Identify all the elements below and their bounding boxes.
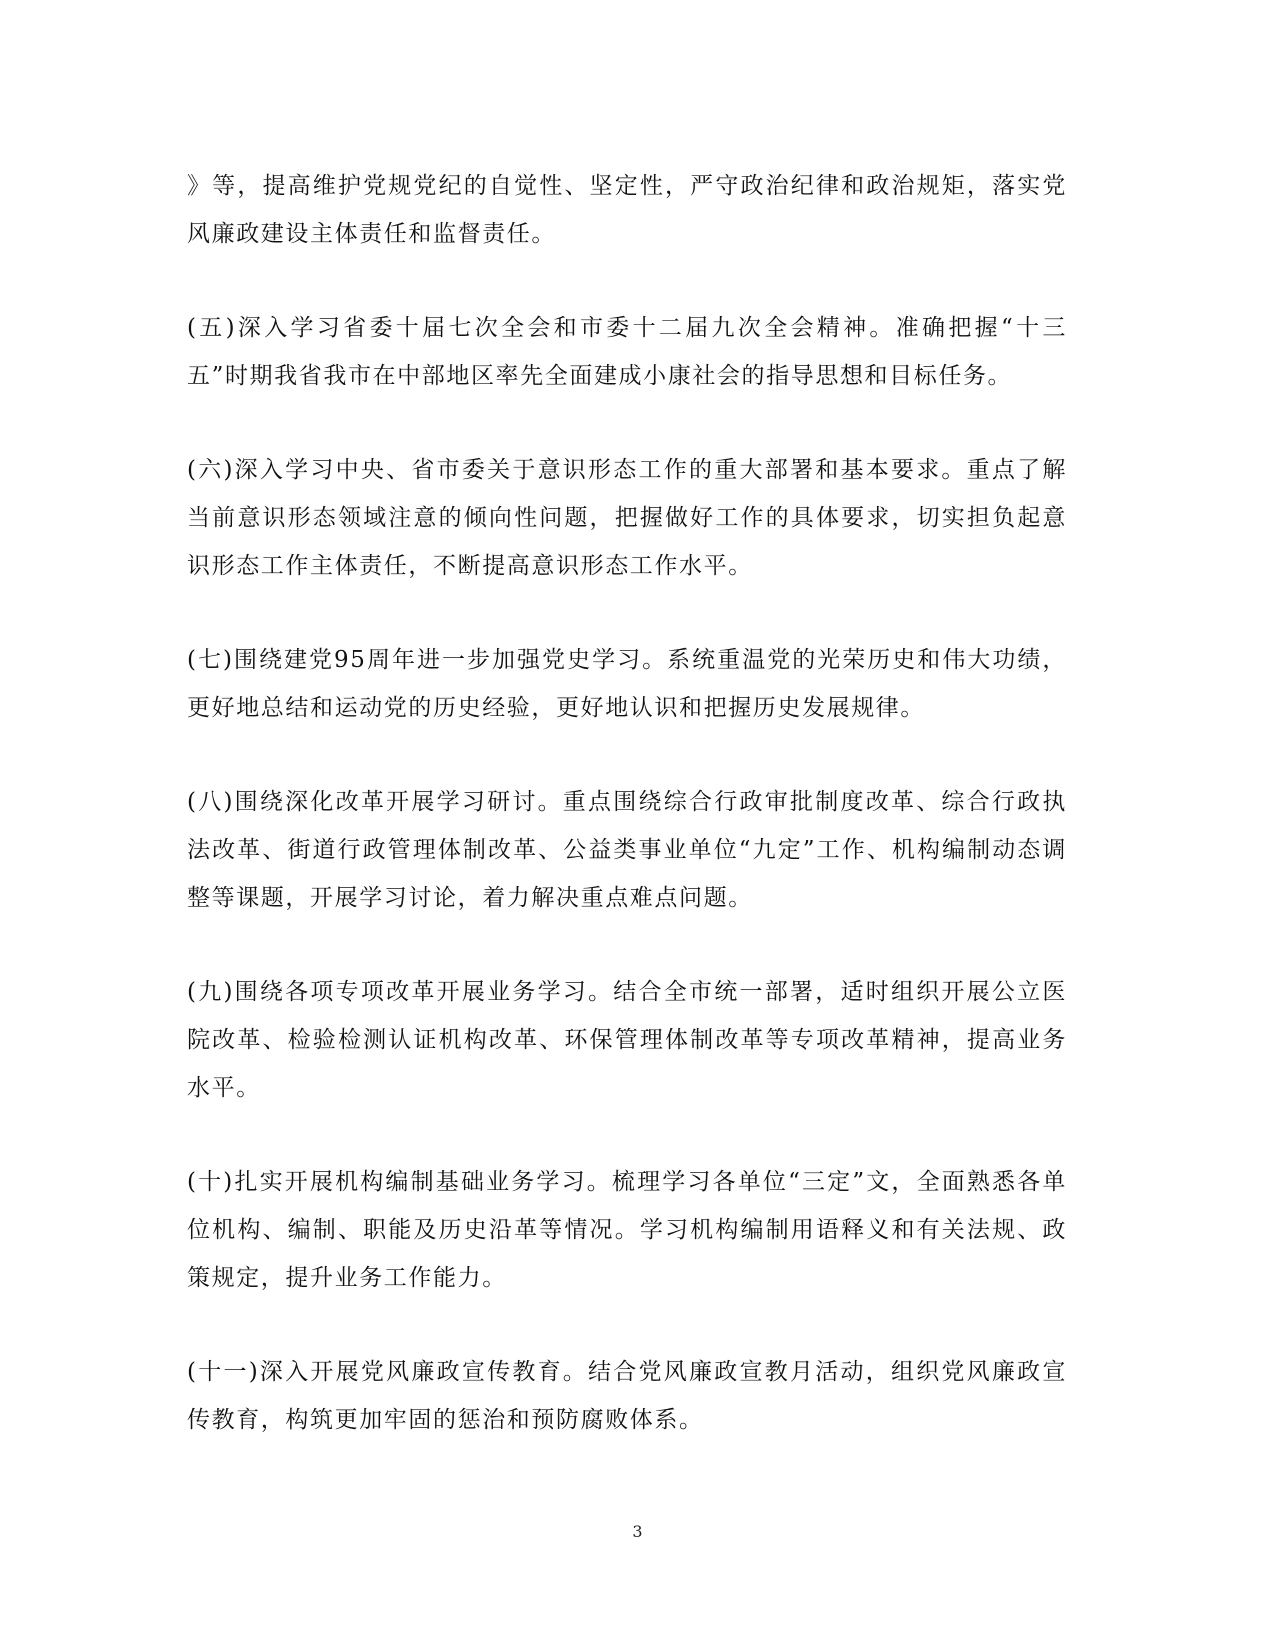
paragraph-item-5: (五)深入学习省委十届七次全会和市委十二届九次全会精神。准确把握“十三五”时期我省我市在中部地区率先全面建成小康社会的指导思想和目标任务。 xyxy=(187,315,1067,389)
paragraph-item-10: (十)扎实开展机构编制基础业务学习。梳理学习各单位“三定”文，全面熟悉各单位机构、编制、职能及历史沿革等情况。学习机构编制用语释义和有关法规、政策规定，提升业务工作能力。 xyxy=(187,1169,1067,1291)
paragraph-item-6: (六)深入学习中央、省市委关于意识形态工作的重大部署和基本要求。重点了解当前意识形态领域注意的倾向性问题，把握做好工作的具体要求，切实担负起意识形态工作主体责任，不断提高意识形态工作水平。 xyxy=(187,457,1067,579)
page-number: 3 xyxy=(632,1522,643,1541)
paragraph-item-9: (九)围绕各项专项改革开展业务学习。结合全市统一部署，适时组织开展公立医院改革、检验检测认证机构改革、环保管理体制改革等专项改革精神，提高业务水平。 xyxy=(187,979,1067,1101)
paragraph-item-11: (十一)深入开展党风廉政宣传教育。结合党风廉政宣教月活动，组织党风廉政宣传教育，构筑更加牢固的惩治和预防腐败体系。 xyxy=(187,1359,1067,1433)
document-body xyxy=(187,162,1067,1490)
paragraph-item-7: (七)围绕建党95周年进一步加强党史学习。系统重温党的光荣历史和伟大功绩，更好地总结和运动党的历史经验，更好地认识和把握历史发展规律。 xyxy=(187,647,1067,721)
paragraph-item-8: (八)围绕深化改革开展学习研讨。重点围绕综合行政审批制度改革、综合行政执法改革、街道行政管理体制改革、公益类事业单位“九定”工作、机构编制动态调整等课题，开展学习讨论，着力解决重点难点问题。 xyxy=(187,789,1067,911)
paragraph-continuation: 》等，提高维护党规党纪的自觉性、坚定性，严守政治纪律和政治规矩，落实党风廉政建设主体责任和监督责任。 xyxy=(187,173,1067,247)
